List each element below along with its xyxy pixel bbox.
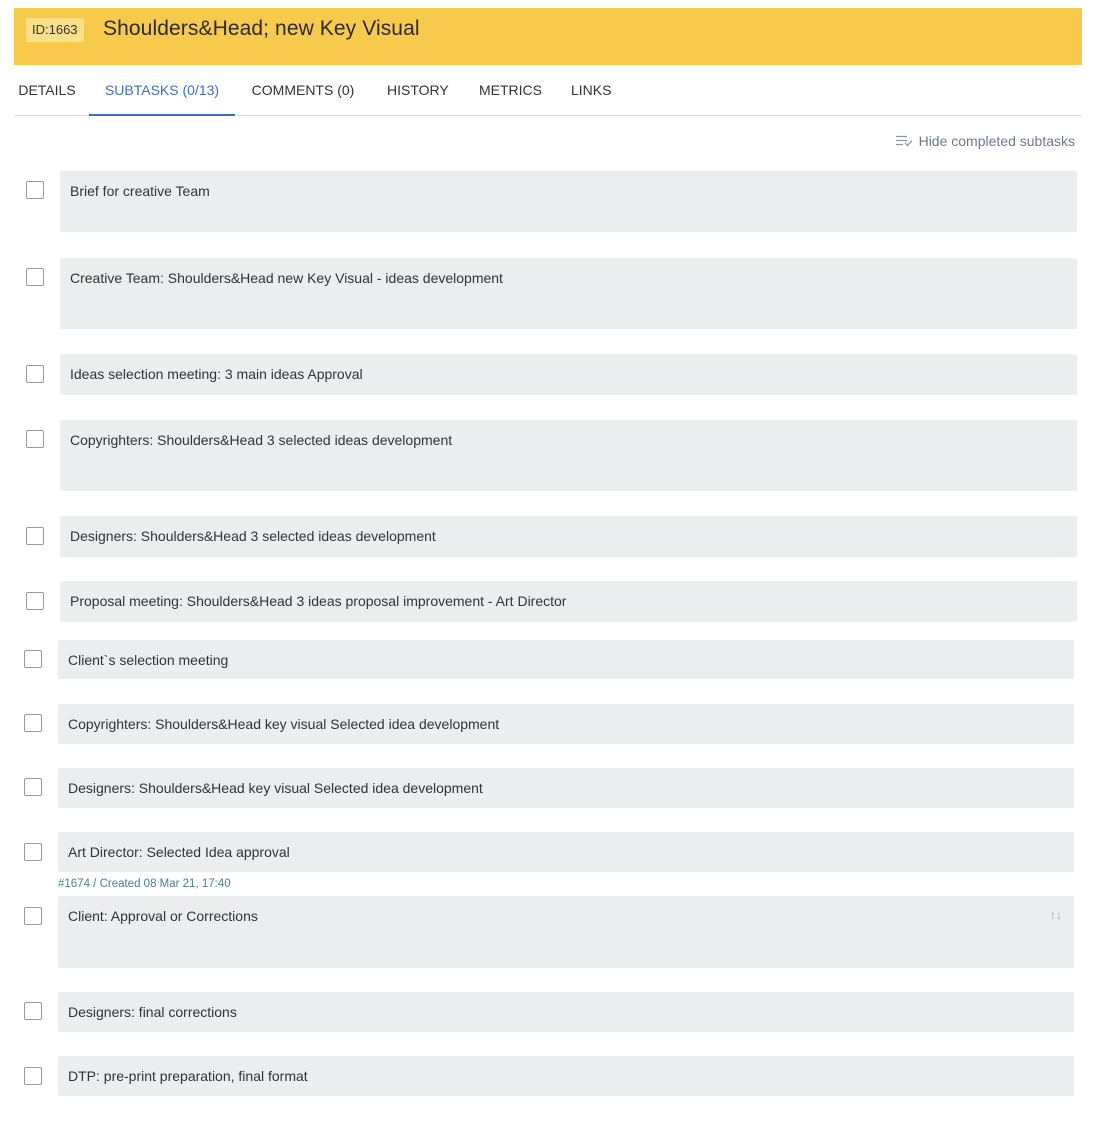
task-header — [14, 8, 1082, 65]
tab-subtasks[interactable]: SUBTASKS (0/13) — [89, 66, 235, 116]
subtask-text[interactable]: Art Director: Selected Idea approval — [58, 832, 1074, 872]
subtask-text[interactable]: Proposal meeting: Shoulders&Head 3 ideas proposal improvement - Art Director — [60, 581, 1077, 622]
subtask-text[interactable]: Brief for creative Team — [60, 171, 1077, 232]
subtask-checkbox[interactable] — [24, 714, 42, 732]
hide-completed-subtasks-button[interactable] — [896, 133, 1075, 149]
tab-details[interactable]: DETAILS — [18, 82, 76, 98]
tab-links[interactable]: LINKS — [571, 82, 612, 98]
subtask-text[interactable]: DTP: pre-print preparation, final format — [58, 1056, 1074, 1096]
subtask-checkbox[interactable] — [24, 907, 42, 925]
subtask-text[interactable]: Client`s selection meeting — [58, 640, 1074, 679]
filter-check-icon — [896, 135, 913, 147]
subtask-checkbox[interactable] — [24, 778, 42, 796]
subtask-text[interactable]: Designers: Shoulders&Head key visual Selected idea development — [58, 768, 1074, 808]
subtask-checkbox[interactable] — [26, 365, 44, 383]
subtask-text[interactable]: Copyrighters: Shoulders&Head key visual Selected idea development — [58, 704, 1074, 744]
subtask-text-label: Client: Approval or Corrections — [68, 908, 258, 924]
subtask-meta: #1674 / Created 08 Mar 21, 17:40 — [58, 878, 231, 890]
subtask-text[interactable]: Ideas selection meeting: 3 main ideas Approval — [60, 354, 1077, 395]
tab-metrics[interactable]: METRICS — [479, 82, 542, 98]
subtask-checkbox[interactable] — [26, 592, 44, 610]
subtask-checkbox[interactable] — [26, 430, 44, 448]
subtask-checkbox[interactable] — [26, 268, 44, 286]
tab-bar — [14, 66, 1082, 116]
subtask-checkbox[interactable] — [26, 181, 44, 199]
subtask-text[interactable]: Creative Team: Shoulders&Head new Key Visual - ideas development — [60, 258, 1077, 329]
subtask-text[interactable]: Designers: Shoulders&Head 3 selected ideas development — [60, 516, 1077, 557]
subtask-text[interactable]: Designers: final corrections — [58, 992, 1074, 1032]
subtask-checkbox[interactable] — [24, 1002, 42, 1020]
page-title[interactable]: Shoulders&Head; new Key Visual — [103, 17, 420, 40]
subtask-text[interactable] — [58, 896, 1074, 968]
subtask-checkbox[interactable] — [24, 650, 42, 668]
subtask-checkbox[interactable] — [26, 527, 44, 545]
subtask-checkbox[interactable] — [24, 1067, 42, 1085]
tab-comments[interactable]: COMMENTS (0) — [251, 82, 355, 98]
hide-completed-label: Hide completed subtasks — [918, 133, 1075, 149]
drag-sort-icon[interactable]: ↑↓ — [1050, 908, 1062, 922]
tab-history[interactable]: HISTORY — [387, 82, 449, 98]
subtask-checkbox[interactable] — [24, 843, 42, 861]
task-id-badge: ID:1663 — [26, 18, 84, 42]
subtask-text[interactable]: Copyrighters: Shoulders&Head 3 selected ideas development — [60, 420, 1077, 491]
